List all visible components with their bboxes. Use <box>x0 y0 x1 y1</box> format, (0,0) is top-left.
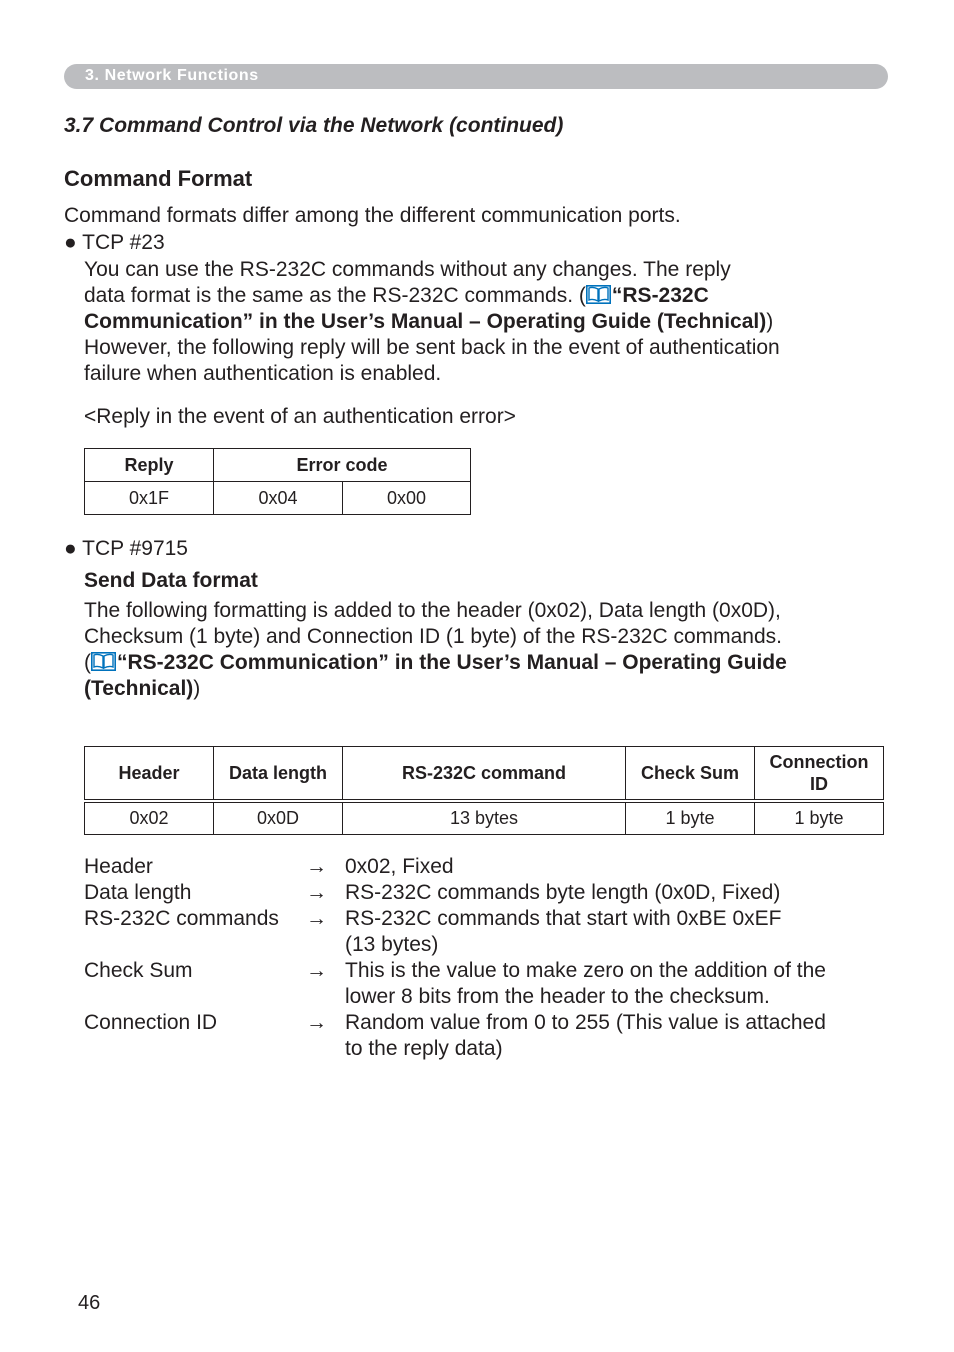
reply-caption: <Reply in the event of an authentication error> <box>84 405 516 428</box>
tcp9715-bullet: ● TCP #9715 <box>64 537 188 560</box>
page-number: 46 <box>78 1292 101 1314</box>
definition-term: Data length <box>84 881 192 904</box>
tcp23-line3 <box>84 309 773 335</box>
definition-desc: RS-232C commands that start with 0xBE 0xEF <box>345 907 782 930</box>
reply-table <box>84 448 471 515</box>
definition-desc-cont: (13 bytes) <box>345 933 439 956</box>
definition-term: RS-232C commands <box>84 907 279 930</box>
connection-id-col-header <box>755 747 884 802</box>
tcp9715-line2: Checksum (1 byte) and Connection ID (1 byte) of the RS-232C commands. <box>84 625 782 648</box>
tcp23-line5: failure when authentication is enabled. <box>84 362 442 385</box>
book-icon <box>91 652 116 671</box>
tcp23-bullet: ● TCP #23 <box>64 231 165 254</box>
connection-id-header-line1: Connection <box>769 752 869 772</box>
chapter-label: 3. Network Functions <box>85 67 259 84</box>
tcp23-reference-link-cont: Communication” in the User’s Manual – Operating Guide (Technical) <box>84 310 767 333</box>
error-code-cell-2: 0x00 <box>343 482 471 515</box>
arrow-icon: → <box>306 1011 327 1034</box>
rs232c-command-cell: 13 bytes <box>343 801 626 835</box>
header-cell: 0x02 <box>85 801 214 835</box>
tcp23-line2-text: data format is the same as the RS-232C commands. ( <box>84 284 586 307</box>
check-sum-col-header: Check Sum <box>626 747 755 802</box>
definition-desc: This is the value to make zero on the addition of the <box>345 959 826 982</box>
definition-term: Check Sum <box>84 959 193 982</box>
section-title: 3.7 Command Control via the Network (continued) <box>64 114 564 137</box>
header-col-header: Header <box>85 747 214 802</box>
tcp9715-line1: The following formatting is added to the header (0x02), Data length (0x0D), <box>84 599 781 622</box>
reply-cell: 0x1F <box>85 482 214 515</box>
intro-text: Command formats differ among the different communication ports. <box>64 204 681 227</box>
tcp9715-line4-close: ) <box>193 677 201 700</box>
tcp9715-reference-link: “RS-232C Communication” in the User’s Manual – Operating Guide <box>117 651 787 674</box>
connection-id-header-line2: ID <box>810 774 828 794</box>
check-sum-cell: 1 byte <box>626 801 755 835</box>
tcp9715-line3 <box>84 650 787 676</box>
definition-term: Connection ID <box>84 1011 218 1034</box>
tcp9715-line3-open: ( <box>84 651 91 674</box>
format-table-header-row <box>85 747 884 802</box>
arrow-icon: → <box>306 881 327 904</box>
definition-desc-cont: to the reply data) <box>345 1037 503 1060</box>
tcp23-line4: However, the following reply will be sent back in the event of authentication <box>84 336 780 359</box>
arrow-icon: → <box>306 959 327 982</box>
send-data-format-heading: Send Data format <box>84 569 258 592</box>
reply-header: Reply <box>85 449 214 482</box>
error-code-header: Error code <box>214 449 471 482</box>
tcp9715-reference-link-cont: (Technical) <box>84 677 194 700</box>
data-length-cell: 0x0D <box>214 801 343 835</box>
command-format-heading: Command Format <box>64 166 253 191</box>
send-data-format-table <box>84 746 884 835</box>
tcp23-line2 <box>84 283 709 309</box>
book-icon <box>586 285 611 304</box>
definition-desc-cont: lower 8 bits from the header to the checksum. <box>345 985 770 1008</box>
arrow-icon: → <box>306 855 327 878</box>
rs232c-command-col-header: RS-232C command <box>343 747 626 802</box>
table-row <box>85 801 884 835</box>
arrow-icon: → <box>306 907 327 930</box>
data-length-col-header: Data length <box>214 747 343 802</box>
tcp23-line3-close: ) <box>766 310 774 333</box>
error-code-cell-1: 0x04 <box>214 482 343 515</box>
reply-table-header-row <box>85 449 471 482</box>
tcp23-line1: You can use the RS-232C commands without any changes. The reply <box>84 258 731 281</box>
definition-desc: 0x02, Fixed <box>345 855 454 878</box>
tcp23-reference-link: “RS-232C <box>611 284 709 307</box>
definition-desc: RS-232C commands byte length (0x0D, Fixed) <box>345 881 781 904</box>
definition-term: Header <box>84 855 153 878</box>
tcp9715-line4 <box>84 676 200 702</box>
table-row <box>85 482 471 515</box>
connection-id-cell: 1 byte <box>755 801 884 835</box>
chapter-header-bar <box>64 64 888 89</box>
definition-desc: Random value from 0 to 255 (This value is attached <box>345 1011 826 1034</box>
